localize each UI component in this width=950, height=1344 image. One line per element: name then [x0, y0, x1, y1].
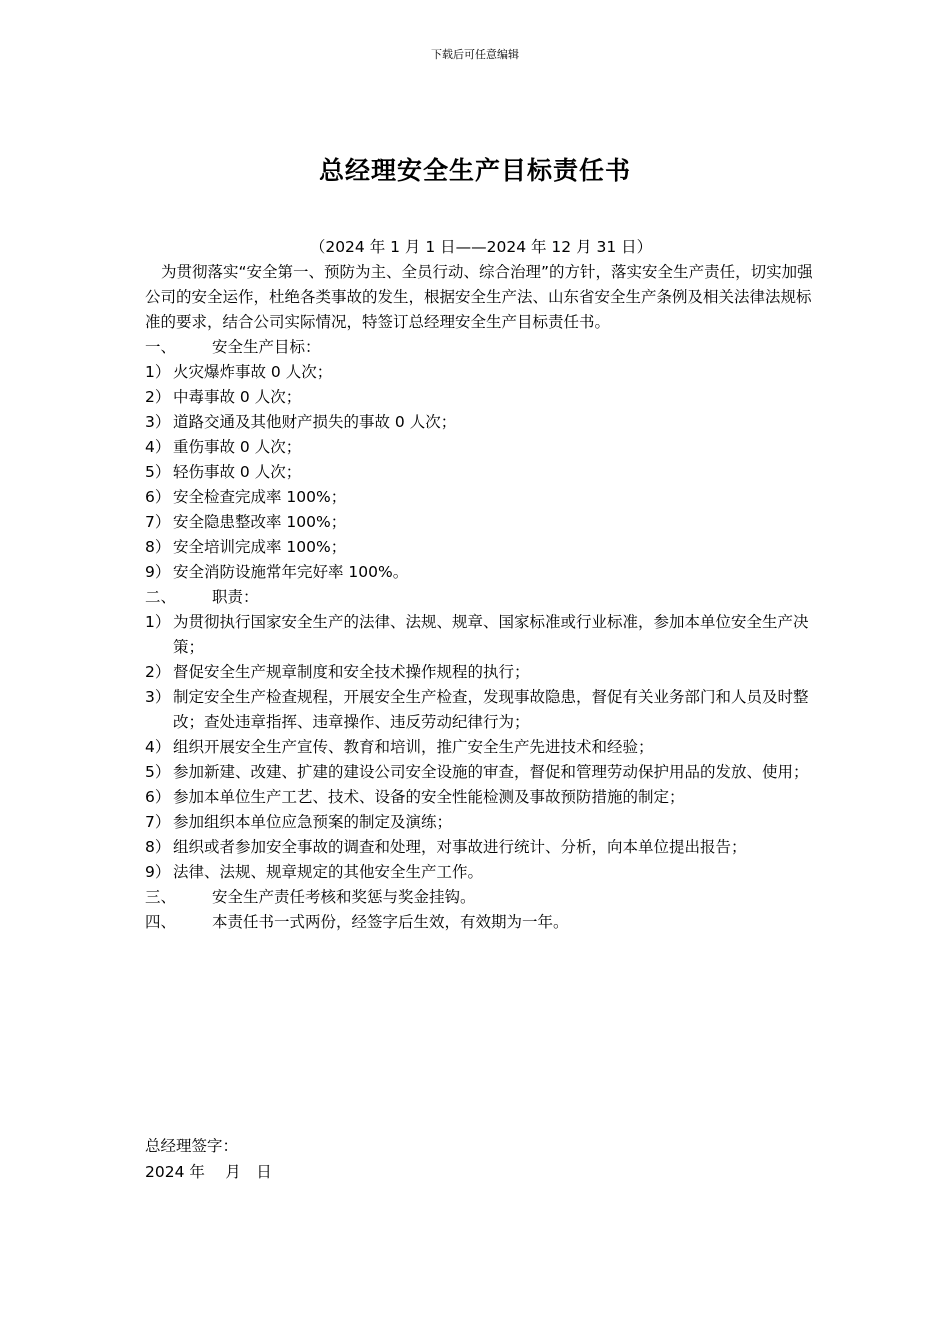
item-text: 制定安全生产检查规程，开展安全生产检查，发现事故隐患，督促有关业务部门和人员及时整改；查处违章指挥、违章操作、违反劳动纪律行为； [173, 688, 809, 731]
item-text: 道路交通及其他财产损失的事故 0 人次； [173, 413, 457, 431]
list-item [145, 785, 817, 810]
item-number: 4） [145, 738, 171, 756]
validity-period: （2024 年 1 月 1 日——2024 年 12 月 31 日） [309, 238, 653, 256]
item-number: 7） [145, 513, 171, 531]
item-number: 5） [145, 463, 171, 481]
list-item [145, 410, 817, 435]
item-text: 轻伤事故 0 人次； [173, 463, 302, 481]
item-text: 火灾爆炸事故 0 人次； [173, 363, 333, 381]
item-text: 安全消防设施常年完好率 100%。 [173, 563, 409, 581]
duties-list [145, 610, 817, 885]
list-item [145, 835, 817, 860]
list-item [145, 735, 817, 760]
list-item [145, 660, 817, 685]
list-item [145, 685, 817, 735]
section-number: 四、 [145, 913, 177, 931]
section-number: 二、 [145, 588, 177, 606]
list-item [145, 485, 817, 510]
goals-list [145, 360, 817, 585]
list-item [145, 760, 817, 785]
item-text: 安全培训完成率 100%； [173, 538, 347, 556]
item-number: 6） [145, 488, 171, 506]
intro-paragraph: 为贯彻落实“安全第一、预防为主、全员行动、综合治理”的方针，落实安全生产责任，切实加强公司的安全运作，杜绝各类事故的发生，根据安全生产法、山东省安全生产条例及相关法律法规标准的要求，结合公司实际情况，特签订总经理安全生产目标责任书。 [145, 263, 813, 331]
list-item [145, 810, 817, 835]
item-number: 7） [145, 813, 171, 831]
item-text: 中毒事故 0 人次； [173, 388, 302, 406]
item-text: 组织开展安全生产宣传、教育和培训，推广安全生产先进技术和经验； [173, 738, 654, 756]
list-item [145, 435, 817, 460]
list-item [145, 510, 817, 535]
list-item [145, 360, 817, 385]
section-label: 安全生产责任考核和奖惩与奖金挂钩。 [212, 888, 476, 906]
item-text: 法律、法规、规章规定的其他安全生产工作。 [173, 863, 484, 881]
item-number: 2） [145, 663, 171, 681]
item-number: 4） [145, 438, 171, 456]
item-text: 重伤事故 0 人次； [173, 438, 302, 456]
item-text: 参加组织本单位应急预案的制定及演练； [173, 813, 453, 831]
item-text: 督促安全生产规章制度和安全技术操作规程的执行； [173, 663, 530, 681]
item-text: 参加新建、改建、扩建的建设公司安全设施的审查，督促和管理劳动保护用品的发放、使用； [173, 763, 809, 781]
section-label: 本责任书一式两份，经签字后生效，有效期为一年。 [212, 913, 569, 931]
item-number: 8） [145, 538, 171, 556]
item-text: 为贯彻执行国家安全生产的法律、法规、规章、国家标准或行业标准，参加本单位安全生产决策； [173, 613, 809, 656]
document-title: 总经理安全生产目标责任书 [318, 156, 631, 185]
section-goals-heading [145, 335, 817, 360]
document-body [145, 235, 817, 935]
item-number: 9） [145, 563, 171, 581]
item-text: 安全隐患整改率 100%； [173, 513, 347, 531]
item-number: 3） [145, 413, 171, 431]
section-assessment [145, 885, 817, 910]
list-item [145, 535, 817, 560]
item-text: 组织或者参加安全事故的调查和处理，对事故进行统计、分析，向本单位提出报告； [173, 838, 747, 856]
item-number: 3） [145, 688, 171, 706]
item-text: 安全检查完成率 100%； [173, 488, 347, 506]
section-number: 三、 [145, 888, 177, 906]
item-number: 2） [145, 388, 171, 406]
list-item [145, 860, 817, 885]
list-item [145, 460, 817, 485]
section-duties-heading [145, 585, 817, 610]
page-header: 下载后可任意编辑 [431, 48, 519, 61]
section-validity [145, 910, 817, 935]
item-number: 1） [145, 363, 171, 381]
signature-block [145, 1133, 272, 1185]
section-label: 安全生产目标： [212, 338, 321, 356]
list-item [145, 385, 817, 410]
item-number: 1） [145, 613, 171, 631]
item-number: 8） [145, 838, 171, 856]
section-label: 职责： [212, 588, 259, 606]
list-item [145, 560, 817, 585]
signature-label: 总经理签字： [145, 1137, 239, 1155]
item-number: 9） [145, 863, 171, 881]
item-number: 5） [145, 763, 171, 781]
list-item [145, 610, 817, 660]
item-number: 6） [145, 788, 171, 806]
item-text: 参加本单位生产工艺、技术、设备的安全性能检测及事故预防措施的制定； [173, 788, 685, 806]
section-number: 一、 [145, 338, 177, 356]
signature-date: 2024 年 月 日 [145, 1163, 272, 1181]
